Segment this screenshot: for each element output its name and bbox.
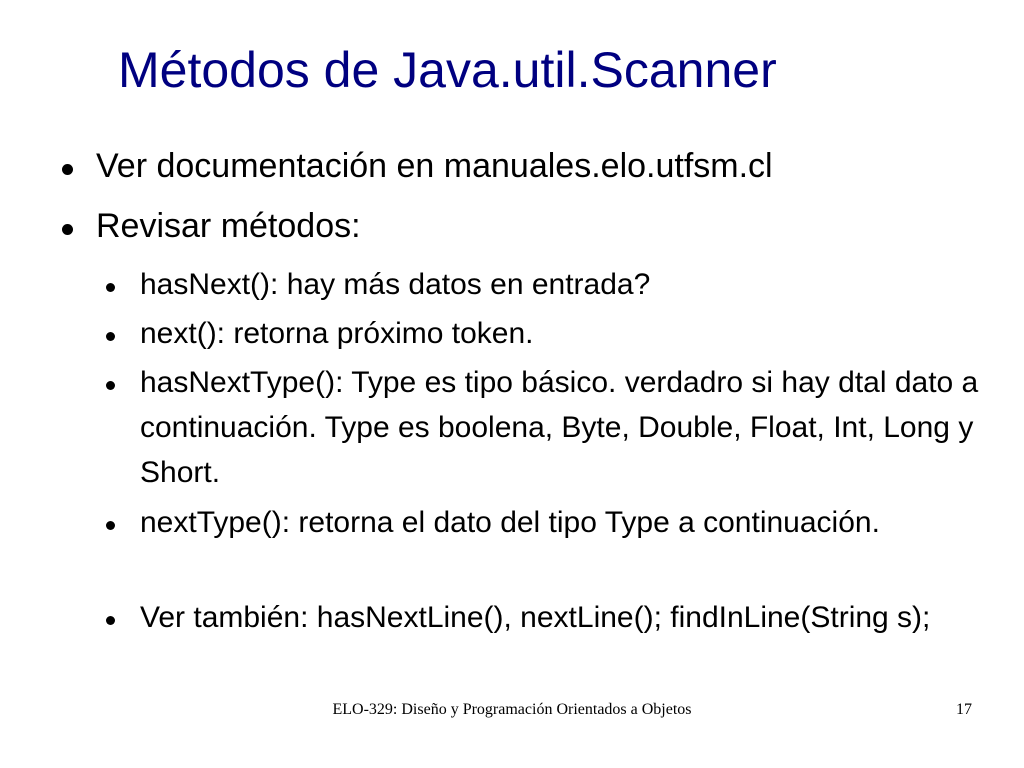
slide-title: Métodos de Java.util.Scanner bbox=[118, 42, 777, 98]
sub-bullet-text: next(): retorna próximo token. bbox=[140, 317, 534, 350]
bullet-text: Revisar métodos: bbox=[96, 207, 361, 245]
sub-bullet-icon bbox=[106, 616, 115, 625]
bullet-text: Ver documentación en manuales.elo.utfsm.cl bbox=[96, 147, 773, 185]
footer-text: ELO-329: Diseño y Programación Orientados a Objetos bbox=[332, 701, 692, 718]
sub-bullet-icon bbox=[106, 332, 115, 341]
sub-bullet-text: nextType(): retorna el dato del tipo Type a continuación. bbox=[140, 506, 880, 539]
sub-bullet-text: hasNext(): hay más datos en entrada? bbox=[140, 268, 651, 301]
bullet-icon bbox=[62, 164, 73, 175]
sub-bullet-icon bbox=[106, 521, 115, 530]
page-number: 17 bbox=[956, 701, 972, 718]
bullet-icon bbox=[62, 224, 73, 235]
sub-bullet-icon bbox=[106, 283, 115, 292]
sub-bullet-icon bbox=[106, 381, 115, 390]
sub-bullet-text: hasNextType(): Type es tipo básico. verdadro si hay dtal dato a continuación. Type es boolena, Byte, Double, Float, Int, Long y Short. bbox=[140, 366, 979, 489]
sub-bullet-text: Ver también: hasNextLine(), nextLine(); findInLine(String s); bbox=[140, 601, 931, 634]
